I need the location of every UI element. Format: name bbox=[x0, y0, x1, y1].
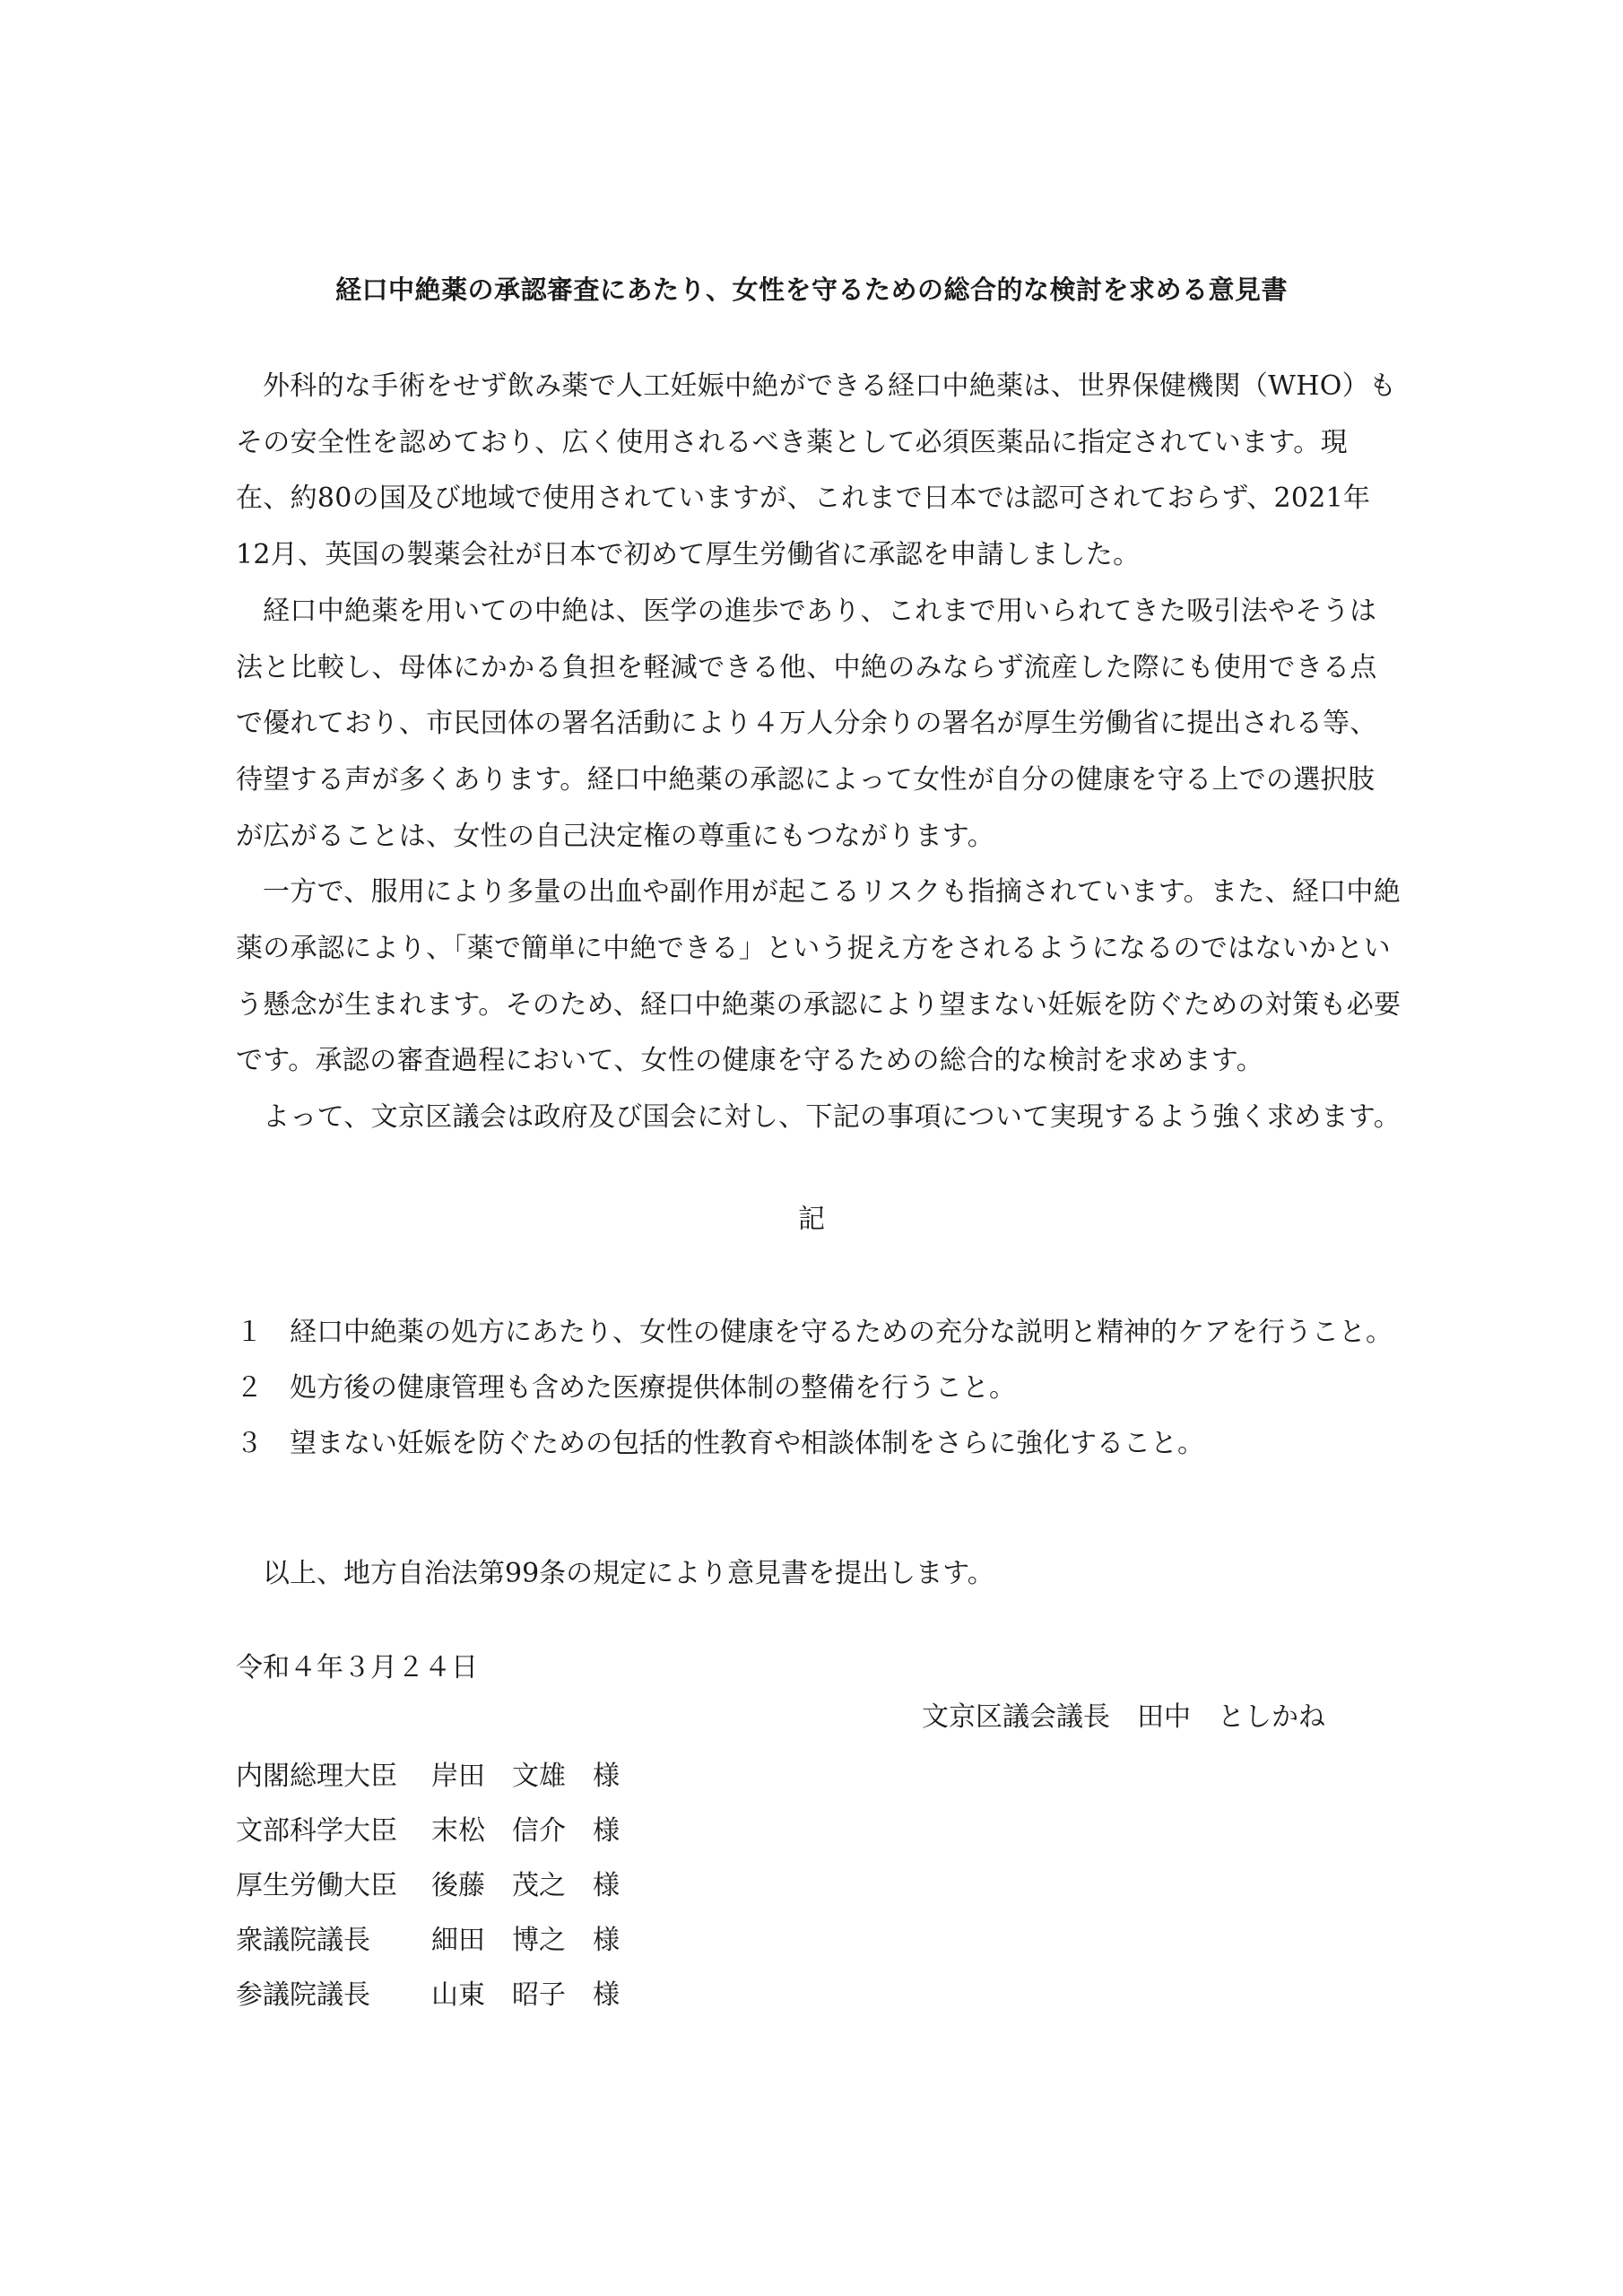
paragraph: 経口中絶薬を用いての中絶は、医学の進歩であり、これまで用いられてきた吸引法やそうは法と比較し、母体にかかる負担を軽減できる他、中絶のみならず流産した際にも使用できる点で優れており、市民団体の署名活動により４万人分余りの署名が厚生労働省に提出される等、待望する声が多くあります。経口中絶薬の承認によって女性が自分の健康を守る上での選択肢が広がることは、女性の自己決定権の尊重にもつながります。 bbox=[236, 595, 1377, 852]
addressee-title: 衆議院議長 bbox=[236, 1925, 370, 1956]
addressee bbox=[236, 1913, 620, 1968]
ki-heading: 記 bbox=[798, 1204, 825, 1235]
addressee-name: 後藤 茂之 様 bbox=[431, 1870, 620, 1901]
paragraph: よって、文京区議会は政府及び国会に対し、下記の事項について実現するよう強く求めます。 bbox=[263, 1101, 1401, 1134]
request-item-number: ２ bbox=[236, 1372, 263, 1404]
request-item bbox=[236, 1416, 1402, 1472]
document-title: 経口中絶薬の承認審査にあたり、女性を守るための総合的な検討を求める意見書 bbox=[334, 274, 1288, 305]
request-item bbox=[236, 1361, 1402, 1416]
paragraph: 外科的な手術をせず飲み薬で人工妊娠中絶ができる経口中絶薬は、世界保健機関（WHO）もその安全性を認めており、広く使用されるべき薬として必須医薬品に指定されています。現在、約80の国及び地域で使用されていますが、これまで日本では認可されておらず、2021年12月、英国の製薬会社が日本で初めて厚生労働省に承認を申請しました。 bbox=[236, 370, 1397, 571]
addressee-title: 参議院議長 bbox=[236, 1979, 370, 2011]
request-items bbox=[236, 1305, 1402, 1472]
addressee bbox=[236, 1804, 620, 1858]
signer: 文京区議会議長 田中 としかね bbox=[922, 1701, 1325, 1733]
addressee-title: 内閣総理大臣 bbox=[236, 1761, 397, 1792]
request-item-number: １ bbox=[236, 1317, 263, 1348]
request-item bbox=[236, 1305, 1402, 1361]
request-item-text: 経口中絶薬の処方にあたり、女性の健康を守るための充分な説明と精神的ケアを行うこと。 bbox=[290, 1317, 1393, 1348]
request-item-number: ３ bbox=[236, 1428, 263, 1459]
addressee-name: 岸田 文雄 様 bbox=[431, 1761, 620, 1792]
addressee-name: 末松 信介 様 bbox=[431, 1815, 620, 1847]
request-item-text: 望まない妊娠を防ぐための包括的性教育や相談体制をさらに強化すること。 bbox=[290, 1428, 1204, 1459]
document-date: 令和４年３月２４日 bbox=[236, 1652, 478, 1683]
addressee-title: 厚生労働大臣 bbox=[236, 1870, 397, 1901]
paragraph: 一方で、服用により多量の出血や副作用が起こるリスクも指摘されています。また、経口中絶薬の承認により、「薬で簡単に中絶できる」という捉え方をされるようになるのではないかという懸念が生まれます。そのため、経口中絶薬の承認により望まない妊娠を防ぐための対策も必要です。承認の審査過程において、女性の健康を守るための総合的な検討を求めます。 bbox=[236, 876, 1402, 1077]
request-item-text: 処方後の健康管理も含めた医療提供体制の整備を行うこと。 bbox=[290, 1372, 1016, 1404]
addressee-name: 山東 昭子 様 bbox=[431, 1979, 620, 2011]
addressee bbox=[236, 1858, 620, 1913]
addressee-list bbox=[236, 1749, 620, 2022]
addressee-title: 文部科学大臣 bbox=[236, 1815, 397, 1847]
document-body bbox=[236, 359, 1402, 1146]
addressee bbox=[236, 1749, 620, 1804]
closing-statement: 以上、地方自治法第99条の規定により意見書を提出します。 bbox=[263, 1558, 994, 1589]
addressee-name: 細田 博之 様 bbox=[431, 1925, 620, 1956]
addressee bbox=[236, 1968, 620, 2022]
